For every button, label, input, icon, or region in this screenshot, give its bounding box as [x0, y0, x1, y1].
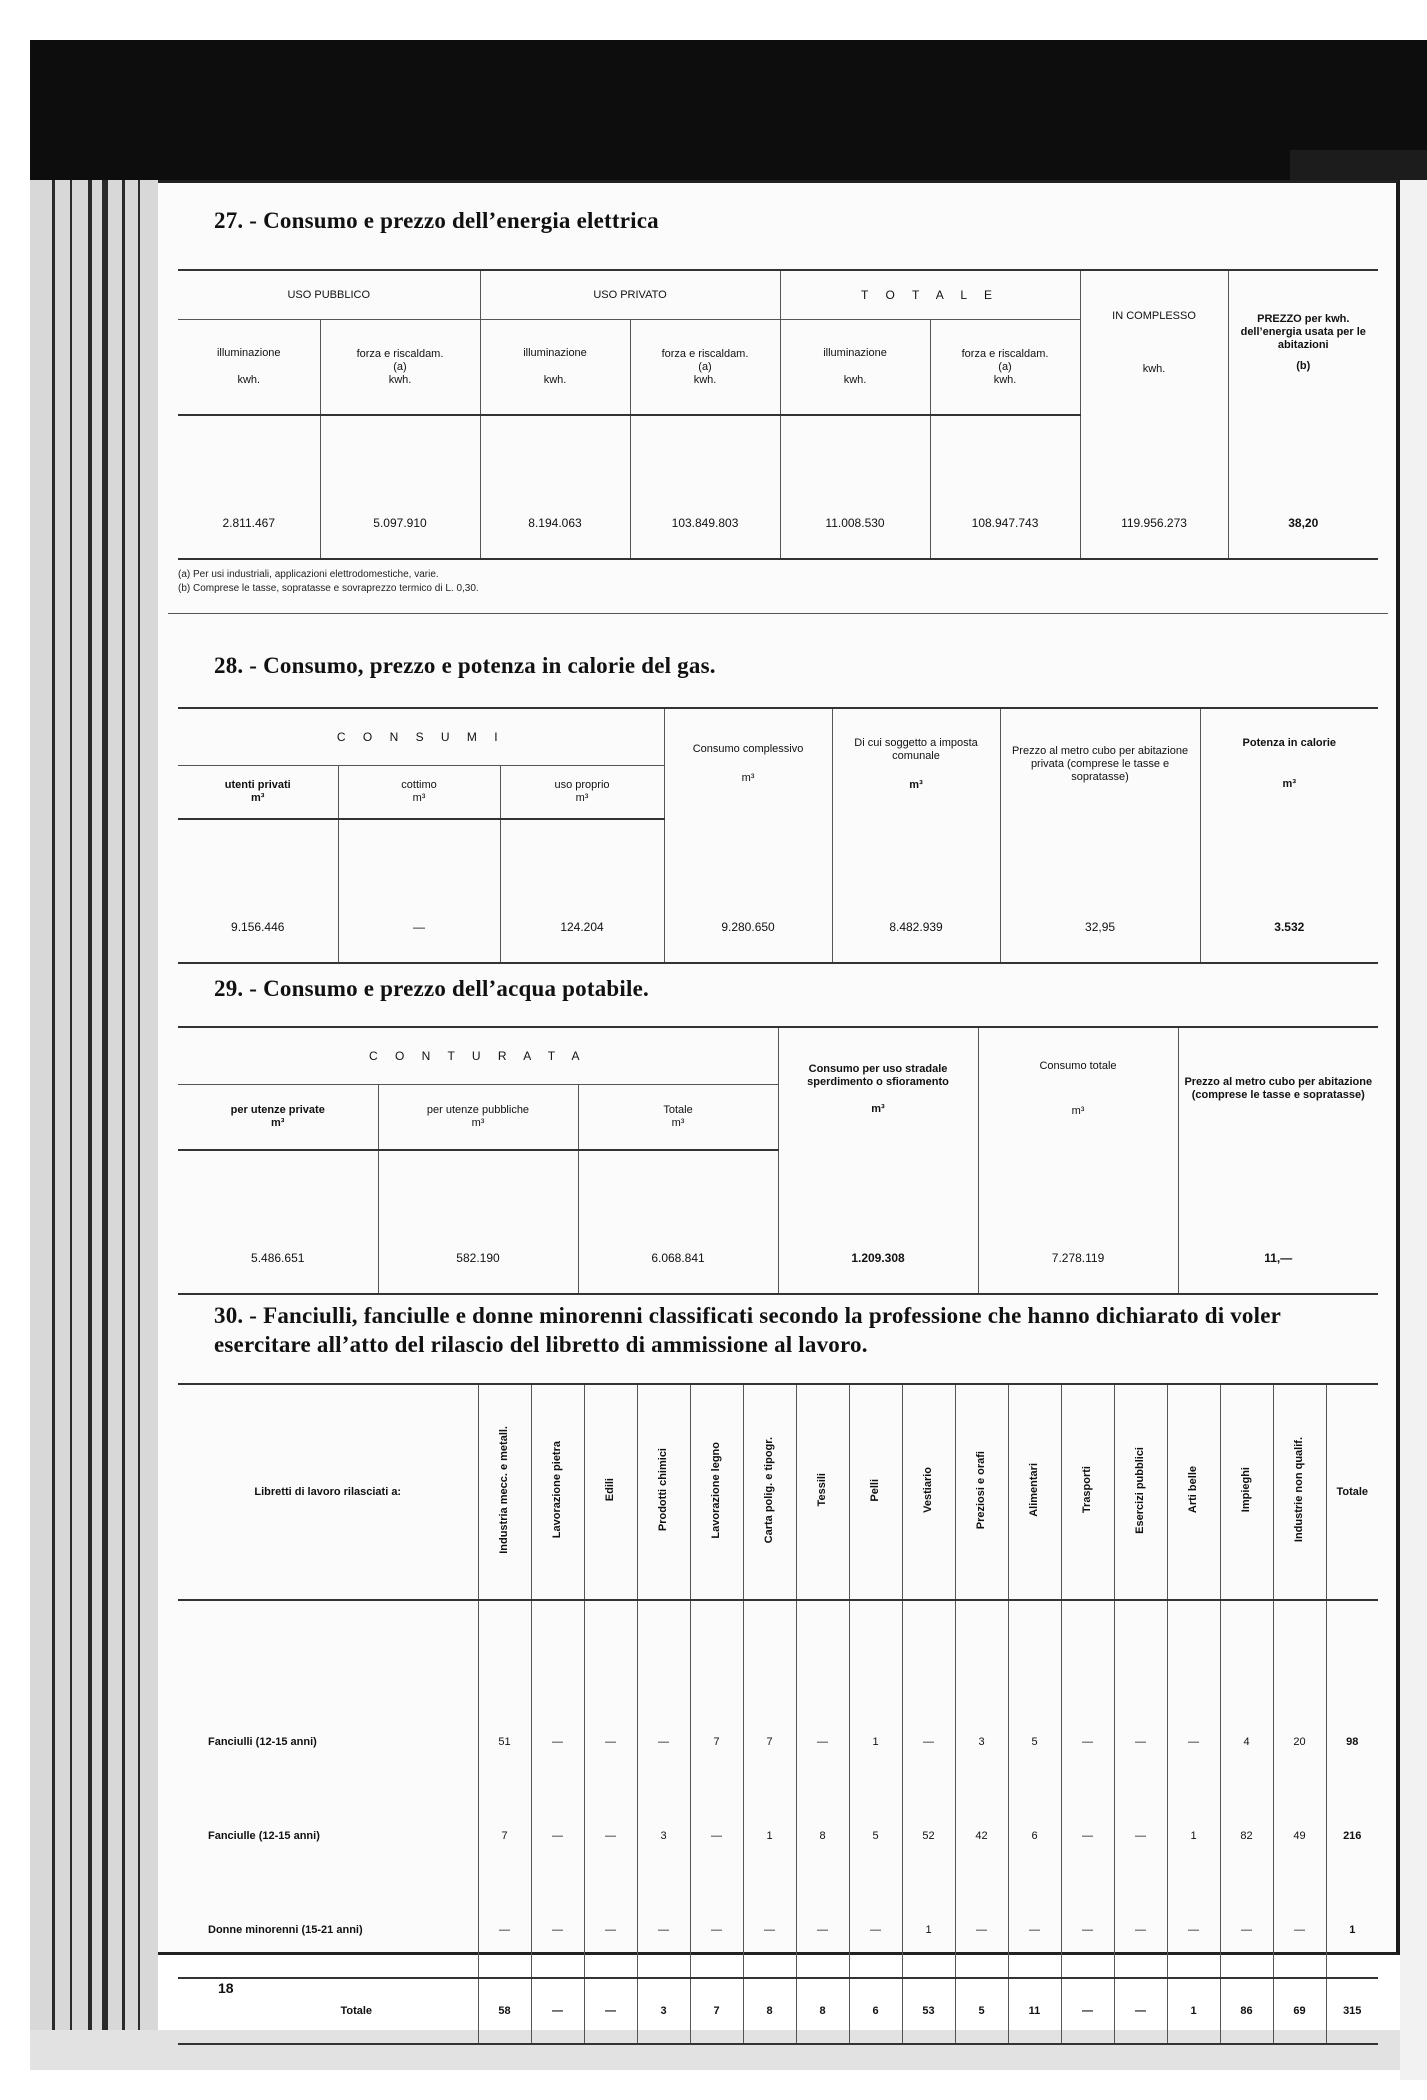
document-page: [158, 180, 1400, 2017]
data-cell: 1: [743, 1789, 796, 1883]
data-cell: —: [584, 1695, 637, 1789]
label: Consumo per uso stradale sperdimento o sfioramento: [807, 1062, 949, 1088]
spacer: [849, 1600, 902, 1695]
data-cell: 8: [743, 1978, 796, 2044]
colhead: [1114, 1384, 1167, 1600]
header-potenza-calorie: [1200, 708, 1378, 819]
label: illuminazione: [523, 347, 587, 359]
header-totale-illuminazione: [780, 320, 930, 416]
unit: kwh.: [993, 373, 1017, 386]
unit: m³: [909, 778, 923, 791]
colhead-label: Trasporti: [1081, 1466, 1093, 1514]
colhead: [637, 1384, 690, 1600]
data-cell: —: [1114, 1978, 1167, 2044]
label: utenti privati: [224, 779, 291, 791]
data-cell: —: [531, 1978, 584, 2044]
unit: m³: [741, 772, 755, 784]
colhead: [1273, 1384, 1326, 1600]
data-cell: 5: [955, 1978, 1008, 2044]
data-cell: 5: [1008, 1695, 1061, 1789]
header-in-complesso: [1080, 270, 1228, 415]
label: Consumo complessivo: [692, 743, 804, 755]
mark: (a): [998, 360, 1012, 373]
table-row: [178, 1789, 1378, 1883]
data-cell: —: [1167, 1695, 1220, 1789]
data-cell: 49: [1273, 1789, 1326, 1883]
table-30-libretti: [178, 1383, 1378, 2045]
spacer: [955, 1600, 1008, 1695]
spacer: [637, 1600, 690, 1695]
value-cell: 108.947.743: [930, 415, 1080, 559]
row-total-cell: 98: [1326, 1695, 1378, 1789]
colhead-label: Tessili: [816, 1473, 828, 1507]
table-30-header-row: [178, 1384, 1378, 1600]
spacer: [743, 1600, 796, 1695]
header-totale-forza: [930, 320, 1080, 416]
colhead: [796, 1384, 849, 1600]
unit: m³: [575, 792, 589, 804]
header-consumo-totale: [978, 1027, 1178, 1150]
colhead-label: Vestiario: [922, 1467, 934, 1513]
colhead-label: Lavorazione pietra: [551, 1441, 563, 1539]
header-soggetto-imposta: [832, 708, 1000, 819]
value-cell: 5.486.651: [178, 1150, 378, 1294]
header-uso-proprio: [500, 766, 664, 820]
data-cell: —: [531, 1883, 584, 1978]
header-pubblico-forza: [320, 320, 480, 416]
data-cell: 3: [637, 1978, 690, 2044]
unit: m³: [412, 792, 426, 804]
colhead-label: Industria mecc. e metall.: [498, 1426, 510, 1554]
unit: kwh.: [237, 374, 261, 386]
colhead-label: Preziosi e orafi: [975, 1450, 987, 1530]
scan-border-left: [30, 180, 158, 2070]
row-total-cell: 216: [1326, 1789, 1378, 1883]
table-27-energy: [178, 269, 1378, 560]
table-row: [178, 1883, 1378, 1978]
colhead: [478, 1384, 531, 1600]
data-cell: —: [849, 1883, 902, 1978]
section-27-title: 27. - Consumo e prezzo dell’energia elettrica: [214, 208, 659, 233]
label: forza e riscaldam.: [961, 347, 1049, 360]
unit: kwh.: [388, 373, 412, 386]
unit: m³: [1282, 778, 1296, 790]
value-cell: 11.008.530: [780, 415, 930, 559]
section-28-title: 28. - Consumo, prezzo e potenza in calorie del gas.: [214, 653, 716, 678]
group-consumi: C O N S U M I: [178, 708, 664, 766]
label: Prezzo al metro cubo per abitazione (comprese le tasse e sopratasse): [1184, 1076, 1373, 1101]
data-cell: 52: [902, 1789, 955, 1883]
value-cell: 38,20: [1228, 415, 1378, 559]
table-27-notes: [178, 568, 479, 596]
data-cell: —: [1061, 1789, 1114, 1883]
data-cell: —: [1008, 1883, 1061, 1978]
value-cell: 3.532: [1200, 819, 1378, 963]
data-cell: —: [1061, 1883, 1114, 1978]
data-cell: —: [796, 1883, 849, 1978]
data-cell: —: [690, 1789, 743, 1883]
spacer: [584, 1600, 637, 1695]
data-cell: —: [1167, 1883, 1220, 1978]
data-cell: 6: [849, 1978, 902, 2044]
unit: m³: [471, 1117, 485, 1129]
data-cell: —: [796, 1695, 849, 1789]
colhead-label: Impieghi: [1240, 1467, 1252, 1513]
header-utenti-privati: [178, 766, 338, 820]
value-cell: 6.068.841: [578, 1150, 778, 1294]
colhead: [1061, 1384, 1114, 1600]
colhead-label: Arti belle: [1187, 1466, 1199, 1514]
data-cell: 7: [478, 1789, 531, 1883]
spacer: [1167, 1600, 1220, 1695]
header-in-complesso-label: IN COMPLESSO: [1112, 310, 1196, 322]
spacer: [1008, 1600, 1061, 1695]
value-cell: —: [338, 819, 500, 963]
colhead: [584, 1384, 637, 1600]
data-cell: 20: [1273, 1695, 1326, 1789]
unit: m³: [871, 1102, 885, 1115]
table-30-body: [178, 1695, 1378, 2044]
unit: kwh.: [693, 373, 717, 386]
data-cell: 86: [1220, 1978, 1273, 2044]
data-cell: 1: [849, 1695, 902, 1789]
data-cell: 53: [902, 1978, 955, 2044]
label: Prezzo al metro cubo per abitazione privata (comprese le tasse e sopratasse): [1011, 744, 1189, 783]
row-total-cell: 315: [1326, 1978, 1378, 2044]
label: Totale: [663, 1104, 693, 1116]
scan-border-top: [30, 40, 1427, 180]
data-cell: —: [637, 1695, 690, 1789]
colhead-label: Carta polig. e tipogr.: [763, 1436, 775, 1544]
data-cell: 7: [690, 1978, 743, 2044]
header-prezzo-gas: [1000, 708, 1200, 819]
data-cell: 5: [849, 1789, 902, 1883]
colhead: [955, 1384, 1008, 1600]
spacer: [1326, 1600, 1378, 1695]
data-cell: 1: [1167, 1789, 1220, 1883]
spacer: [1220, 1600, 1273, 1695]
spacer: [178, 1600, 478, 1695]
colhead: [902, 1384, 955, 1600]
unit-kwh: kwh.: [1142, 363, 1166, 375]
data-cell: 6: [1008, 1789, 1061, 1883]
label: Di cui soggetto a imposta comunale: [854, 736, 978, 762]
value-cell: 582.190: [378, 1150, 578, 1294]
mark-b: (b): [1296, 360, 1311, 372]
header-consumo-complessivo: [664, 708, 832, 819]
data-cell: —: [531, 1789, 584, 1883]
unit: m³: [271, 1117, 285, 1129]
value-cell: 119.956.273: [1080, 415, 1228, 559]
colhead: [690, 1384, 743, 1600]
table-row: [178, 1695, 1378, 1789]
header-prezzo-label: PREZZO per kwh. dell’energia usata per le abitazioni: [1240, 313, 1366, 351]
data-cell: —: [584, 1789, 637, 1883]
value-cell: 11,—: [1178, 1150, 1378, 1294]
rowhead-libretti: Libretti di lavoro rilasciati a:: [178, 1384, 478, 1600]
header-utenze-private: [178, 1085, 378, 1151]
data-cell: —: [531, 1695, 584, 1789]
spacer: [531, 1600, 584, 1695]
mark: (a): [393, 360, 407, 373]
value-cell: 1.209.308: [778, 1150, 978, 1294]
section-29-title: 29. - Consumo e prezzo dell’acqua potabile.: [214, 976, 649, 1001]
colhead-totale: Totale: [1326, 1384, 1378, 1600]
data-cell: 8: [796, 1789, 849, 1883]
scan-border-right: [1400, 180, 1427, 2080]
data-cell: 7: [743, 1695, 796, 1789]
mark: (a): [698, 360, 712, 373]
unit: kwh.: [843, 374, 867, 386]
data-cell: —: [955, 1883, 1008, 1978]
data-cell: 3: [637, 1789, 690, 1883]
header-privato-forza: [630, 320, 780, 416]
data-cell: —: [1114, 1883, 1167, 1978]
value-cell: 8.194.063: [480, 415, 630, 559]
table-28-gas: [178, 707, 1378, 964]
spacer: [1273, 1600, 1326, 1695]
spacer: [690, 1600, 743, 1695]
unit: kwh.: [543, 374, 567, 386]
spacer: [1061, 1600, 1114, 1695]
colhead: [1220, 1384, 1273, 1600]
label: illuminazione: [823, 347, 887, 359]
label: illuminazione: [216, 347, 281, 359]
data-cell: 69: [1273, 1978, 1326, 2044]
spacer: [478, 1600, 531, 1695]
header-prezzo-acqua: [1178, 1027, 1378, 1150]
data-cell: —: [584, 1978, 637, 2044]
header-utenze-pubbliche: [378, 1085, 578, 1151]
data-cell: —: [1114, 1789, 1167, 1883]
data-cell: 3: [955, 1695, 1008, 1789]
header-prezzo: [1228, 270, 1378, 415]
row-label: Fanciulle (12-15 anni): [178, 1789, 478, 1883]
data-cell: 1: [1167, 1978, 1220, 2044]
table-row-total: [178, 1978, 1378, 2044]
value-cell: 8.482.939: [832, 819, 1000, 963]
value-cell: 124.204: [500, 819, 664, 963]
value-cell: 9.156.446: [178, 819, 338, 963]
colhead-label: Industrie non qualif.: [1293, 1437, 1305, 1543]
data-cell: 11: [1008, 1978, 1061, 2044]
colhead-label: Pelli: [869, 1478, 881, 1502]
data-cell: —: [1114, 1695, 1167, 1789]
value-cell: 103.849.803: [630, 415, 780, 559]
label: Potenza in calorie: [1242, 737, 1337, 749]
colhead: [1008, 1384, 1061, 1600]
header-pubblico-illuminazione: [178, 320, 320, 416]
separator: [168, 613, 1388, 614]
label: per utenze pubbliche: [426, 1104, 530, 1116]
header-cottimo: [338, 766, 500, 820]
colhead: [743, 1384, 796, 1600]
spacer: [1114, 1600, 1167, 1695]
data-cell: 82: [1220, 1789, 1273, 1883]
data-cell: 4: [1220, 1695, 1273, 1789]
value-cell: 7.278.119: [978, 1150, 1178, 1294]
colhead-label: Prodotti chimici: [657, 1448, 669, 1532]
data-cell: —: [478, 1883, 531, 1978]
data-cell: 58: [478, 1978, 531, 2044]
unit: m³: [1071, 1105, 1085, 1117]
label: Consumo totale: [1039, 1060, 1117, 1072]
data-cell: —: [1220, 1883, 1273, 1978]
value-cell: 5.097.910: [320, 415, 480, 559]
row-label: Donne minorenni (15-21 anni): [178, 1883, 478, 1978]
label: forza e riscaldam.: [356, 347, 444, 360]
note-a: (a) Per usi industriali, applicazioni elettrodomestiche, varie.: [178, 569, 439, 580]
data-cell: 1: [902, 1883, 955, 1978]
group-uso-privato: USO PRIVATO: [480, 270, 780, 320]
colhead-label: Alimentari: [1028, 1463, 1040, 1517]
header-privato-illuminazione: [480, 320, 630, 416]
value-cell: 9.280.650: [664, 819, 832, 963]
data-cell: 7: [690, 1695, 743, 1789]
label: cottimo: [401, 779, 437, 791]
colhead-label: Edili: [604, 1478, 616, 1502]
colhead-label: Esercizi pubblici: [1134, 1446, 1146, 1534]
data-cell: 42: [955, 1789, 1008, 1883]
page-number: 18: [218, 1980, 234, 1996]
group-uso-pubblico: USO PUBBLICO: [178, 270, 480, 320]
data-cell: —: [743, 1883, 796, 1978]
colhead: [849, 1384, 902, 1600]
unit: m³: [251, 792, 265, 804]
spacer: [902, 1600, 955, 1695]
colhead: [531, 1384, 584, 1600]
unit: m³: [671, 1117, 685, 1129]
value-cell: 32,95: [1000, 819, 1200, 963]
header-totale: [578, 1085, 778, 1151]
header-uso-stradale: [778, 1027, 978, 1150]
data-cell: 8: [796, 1978, 849, 2044]
section-30-title: 30. - Fanciulli, fanciulle e donne minorenni classificati secondo la professione che hanno dichiarato di voler esercitare all’atto del rilascio del libretto di ammissione al lavoro.: [214, 1303, 1281, 1357]
data-cell: —: [1061, 1978, 1114, 2044]
colhead: [1167, 1384, 1220, 1600]
group-totale: T O T A L E: [780, 270, 1080, 320]
colhead-label: Lavorazione legno: [710, 1441, 722, 1539]
label: forza e riscaldam.: [661, 347, 749, 360]
data-cell: —: [690, 1883, 743, 1978]
note-b: (b) Comprese le tasse, sopratasse e sovraprezzo termico di L. 0,30.: [178, 583, 479, 594]
label: uso proprio: [554, 779, 610, 791]
data-cell: —: [1061, 1695, 1114, 1789]
label: per utenze private: [230, 1104, 325, 1116]
table-29-acqua: [178, 1026, 1378, 1295]
spacer: [796, 1600, 849, 1695]
table-30-spacer: [178, 1600, 1378, 1695]
data-cell: —: [1273, 1883, 1326, 1978]
value-cell: 2.811.467: [178, 415, 320, 559]
group-conturata: C O N T U R A T A: [178, 1027, 778, 1085]
data-cell: 51: [478, 1695, 531, 1789]
data-cell: —: [902, 1695, 955, 1789]
row-label: Fanciulli (12-15 anni): [178, 1695, 478, 1789]
row-label: Totale: [178, 1978, 478, 2044]
row-total-cell: 1: [1326, 1883, 1378, 1978]
data-cell: —: [637, 1883, 690, 1978]
data-cell: —: [584, 1883, 637, 1978]
